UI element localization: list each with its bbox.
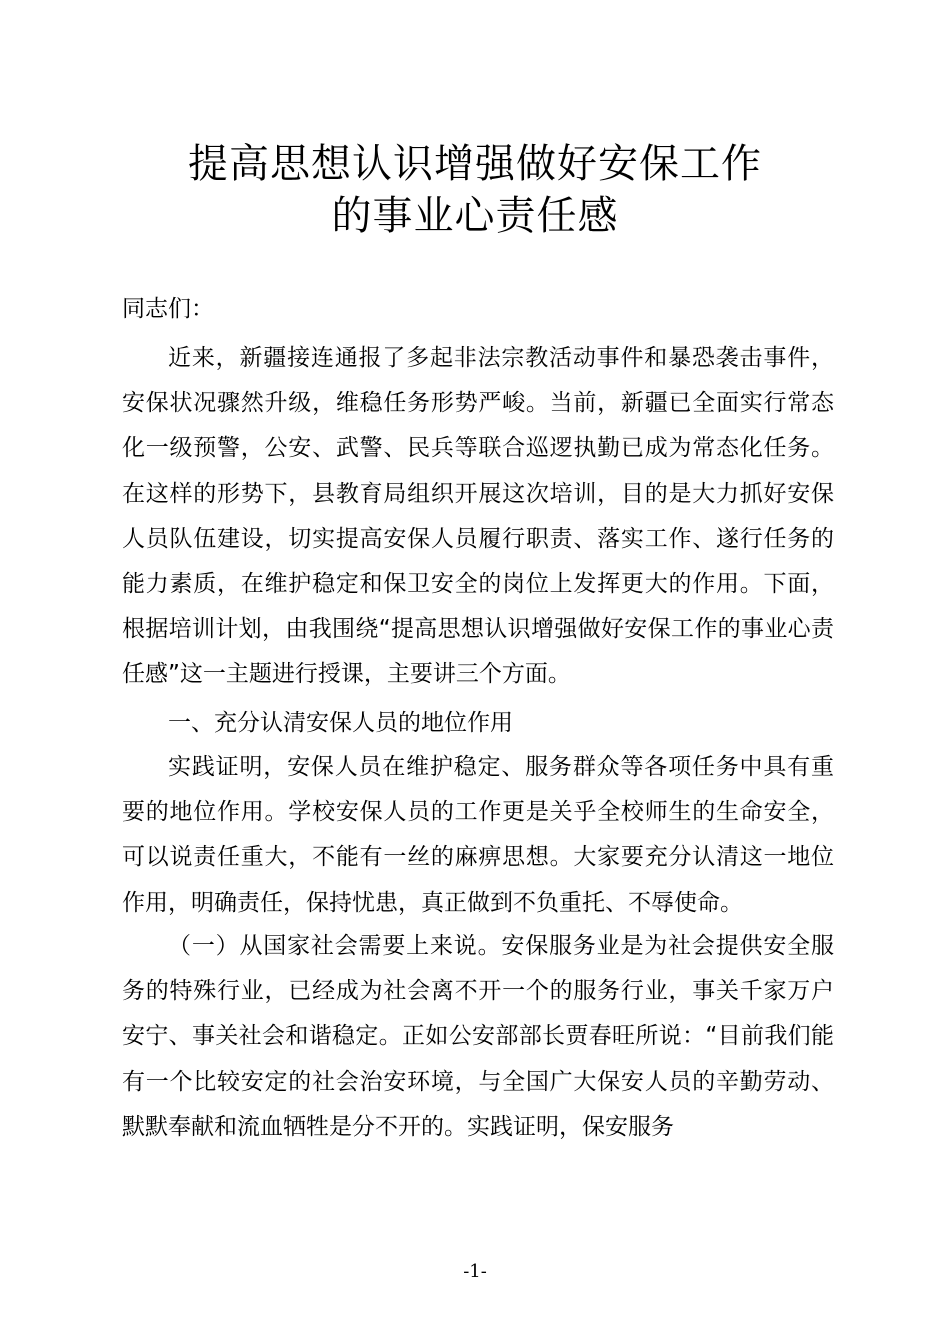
document-title-line-2: 的事业心责任感 (331, 193, 619, 239)
body-paragraph-subsection-1: （一）从国家社会需要上来说。安保服务业是为社会提供安全服务的特殊行业，已经成为社会离不开一个的服务行业，事关千家万户安宁、事关社会和谐稳定。正如公安部部长贾春旺所说：“目前我们能有一个比较安定的社会治安环境，与全国广大保安人员的辛勤劳动、默默奉献和流血牺牲是分不开的。实践证明，保安服务 (122, 933, 834, 1140)
salutation: 同志们： (122, 296, 214, 322)
document-title-line-1: 提高思想认识增强做好安保工作 (188, 141, 762, 187)
body-paragraph-section-1: 实践证明，安保人员在维护稳定、服务群众等各项任务中具有重要的地位作用。学校安保人员的工作更是关乎全校师生的生命安全，可以说责任重大，不能有一丝的麻痹思想。大家要充分认清这一地位作用，明确责任，保持忧患，真正做到不负重托、不辱使命。 (122, 754, 834, 916)
section-heading-1: 一、充分认清安保人员的地位作用 (168, 710, 513, 736)
body-paragraph-intro: 近来，新疆接连通报了多起非法宗教活动事件和暴恐袭击事件，安保状况骤然升级，维稳任务形势严峻。当前，新疆已全面实行常态化一级预警，公安、武警、民兵等联合巡逻执勤已成为常态化任务。在这样的形势下，县教育局组织开展这次培训，目的是大力抓好安保人员队伍建设，切实提高安保人员履行职责、落实工作、遂行任务的能力素质，在维护稳定和保卫安全的岗位上发挥更大的作用。下面，根据培训计划，由我围绕“提高思想认识增强做好安保工作的事业心责任感”这一主题进行授课，主要讲三个方面。 (122, 345, 834, 688)
page-number: -1- (463, 1261, 487, 1282)
